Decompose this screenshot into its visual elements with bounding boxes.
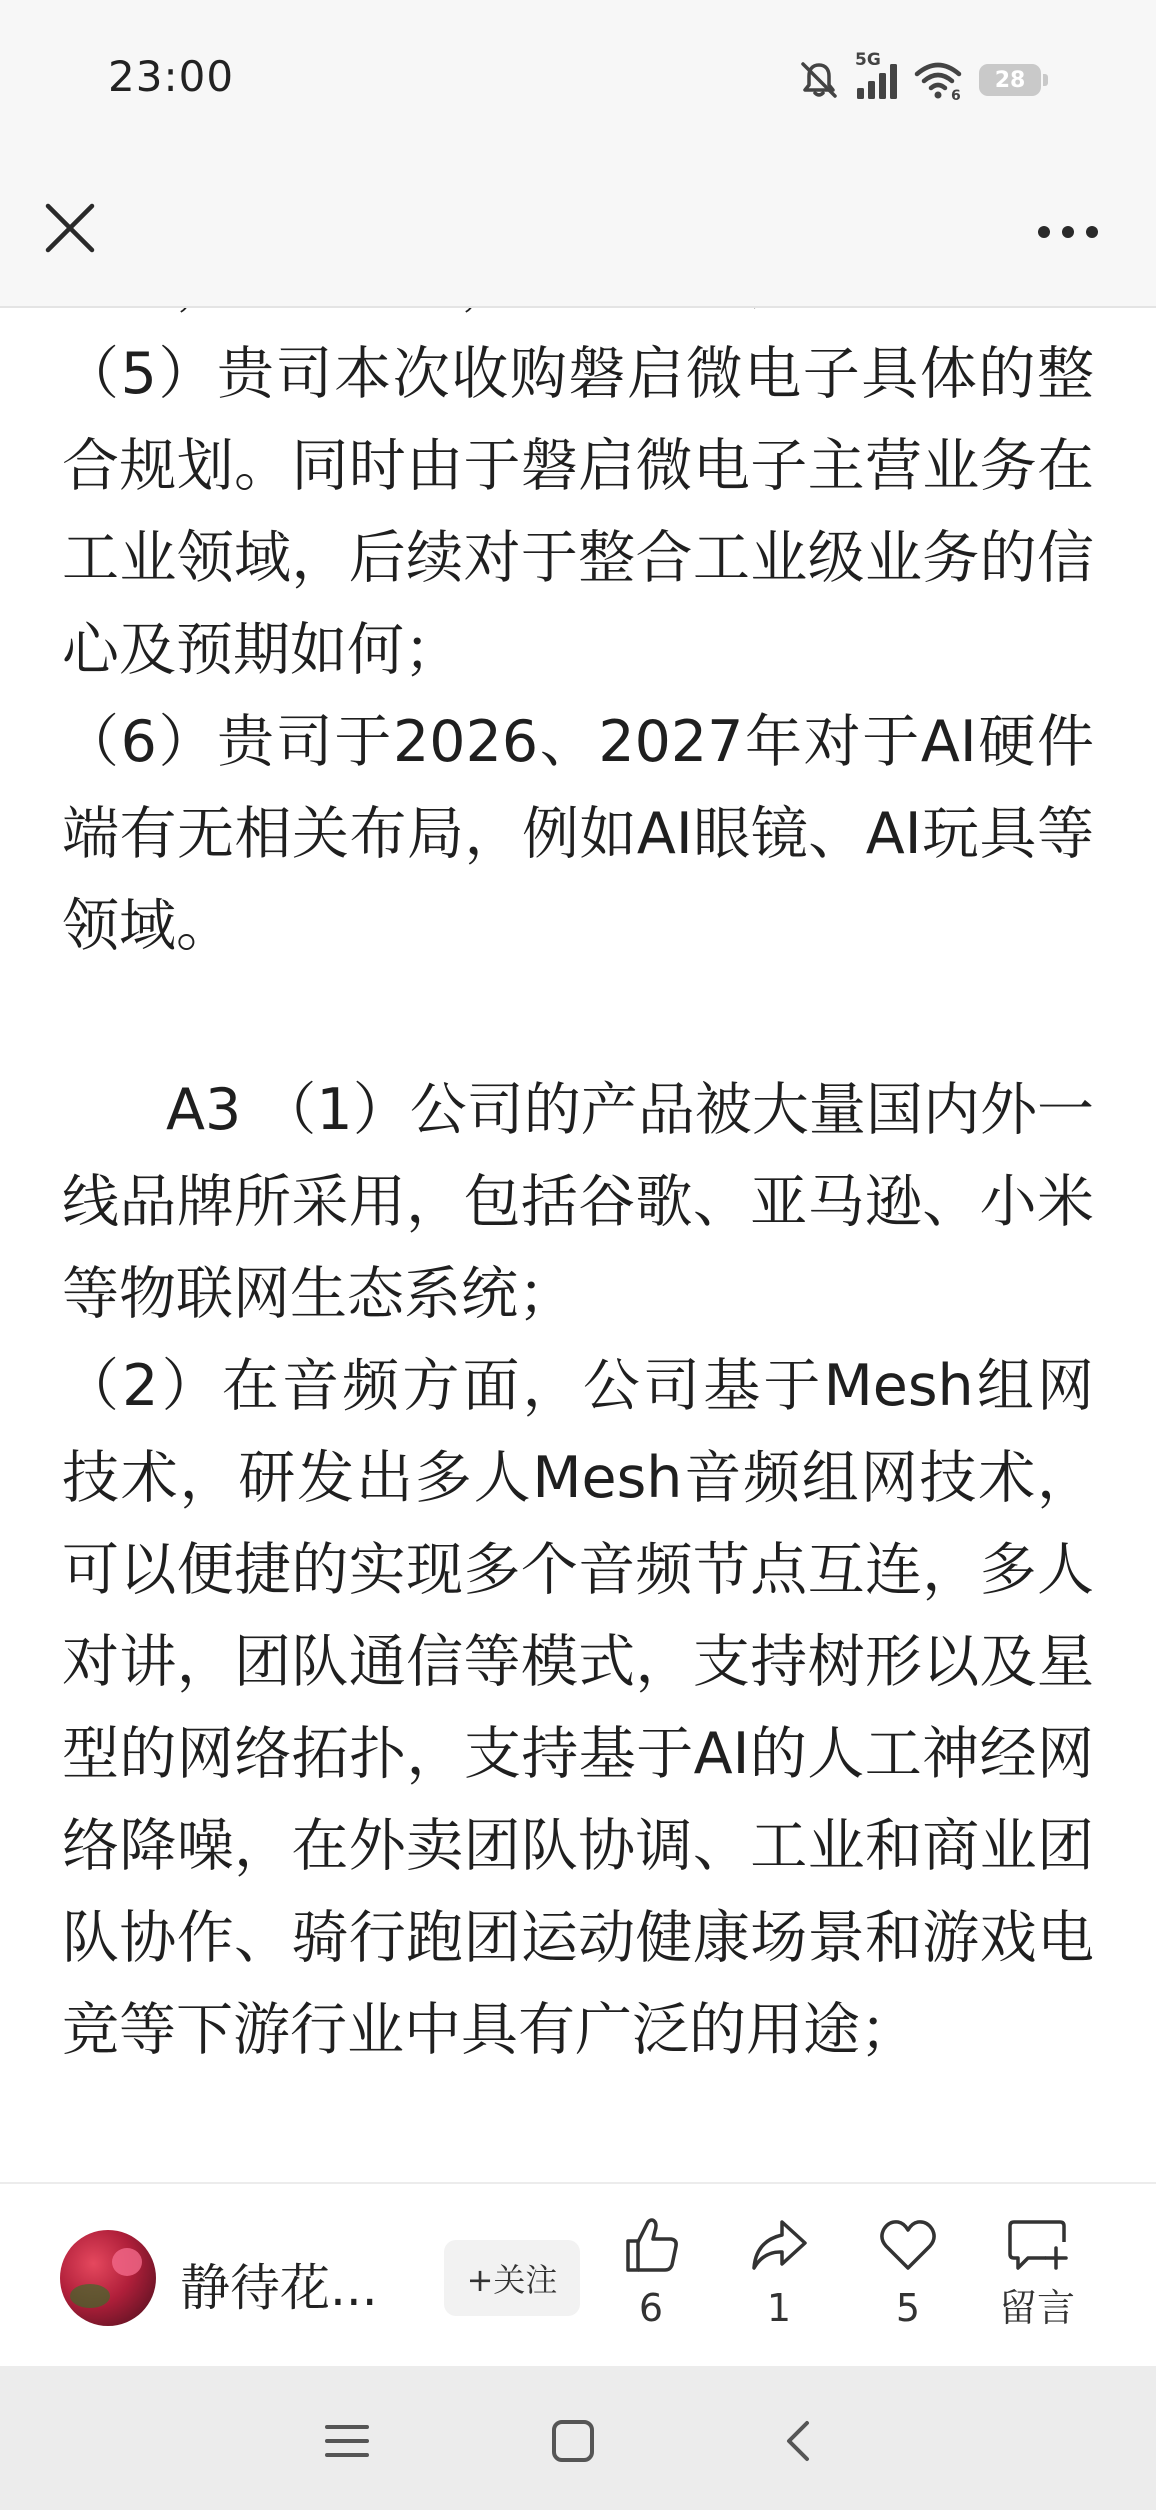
back-button[interactable] [764,2406,834,2476]
thumbs-up-icon [620,2214,682,2276]
bottom-action-bar [0,2182,1156,2368]
status-bar [0,0,1156,160]
follow-button[interactable]: +关注 [444,2240,580,2316]
more-button[interactable] [1028,202,1108,262]
network-type: 5G [855,50,881,70]
like-button[interactable] [596,2214,706,2354]
more-icon [1036,224,1100,240]
system-navigation-bar [0,2366,1156,2510]
share-count: 1 [766,2286,792,2330]
favorite-button[interactable] [853,2214,963,2354]
comment-label: 留言 [998,2286,1075,2330]
status-time: 23:00 [108,52,235,101]
battery-level: 28 [994,67,1026,93]
author-avatar[interactable] [60,2230,156,2326]
home-icon [549,2417,597,2465]
home-button[interactable] [538,2406,608,2476]
back-icon [779,2417,819,2465]
comment-button[interactable] [982,2214,1092,2354]
share-icon [748,2214,810,2276]
recent-apps-button[interactable] [312,2406,382,2476]
top-navigation-bar [0,160,1156,308]
favorite-count: 5 [895,2286,921,2330]
close-button[interactable] [38,196,102,260]
svg-text:6: 6 [951,88,961,104]
wifi-icon [913,58,963,102]
status-icons [797,50,1041,104]
article-body [0,306,1156,2182]
author-name[interactable]: 静待花... [180,2259,378,2317]
paragraph-gap [62,972,1094,1064]
close-icon [42,200,98,256]
paragraph-item-6: （6）贵司于2026、2027年对于AI硬件端有无相关布局，例如AI眼镜、AI玩具等领域。 [62,709,1094,959]
menu-icon [323,2421,371,2461]
signal-icon [853,50,901,102]
article-content [62,236,1094,2076]
heart-icon [877,2214,939,2276]
mute-icon [797,58,841,102]
battery-icon [979,64,1041,96]
paragraph-a3-2: （2）在音频方面，公司基于Mesh组网技术，研发出多人Mesh音频组网技术，可以便捷的实现多个音频节点互连，多人对讲，团队通信等模式，支持树形以及星型的网络拓扑，支持基于AI的人工神经网络降噪，在外卖团队协调、工业和商业团队协作、骑行跑团运动健康场景和游戏电竞等下游行业中具有广泛的用途； [62,1353,1094,2063]
comment-icon [1006,2214,1068,2276]
paragraph-a3-1: A3 （1）公司的产品被大量国内外一线品牌所采用，包括谷歌、亚马逊、小米等物联网生态系统； [62,1077,1094,1327]
paragraph-item-5: （5）贵司本次收购磐启微电子具体的整合规划。同时由于磐启微电子主营业务在工业领域，后续对于整合工业级业务的信心及预期如何； [62,341,1094,683]
like-count: 6 [638,2286,664,2330]
share-button[interactable] [724,2214,834,2354]
